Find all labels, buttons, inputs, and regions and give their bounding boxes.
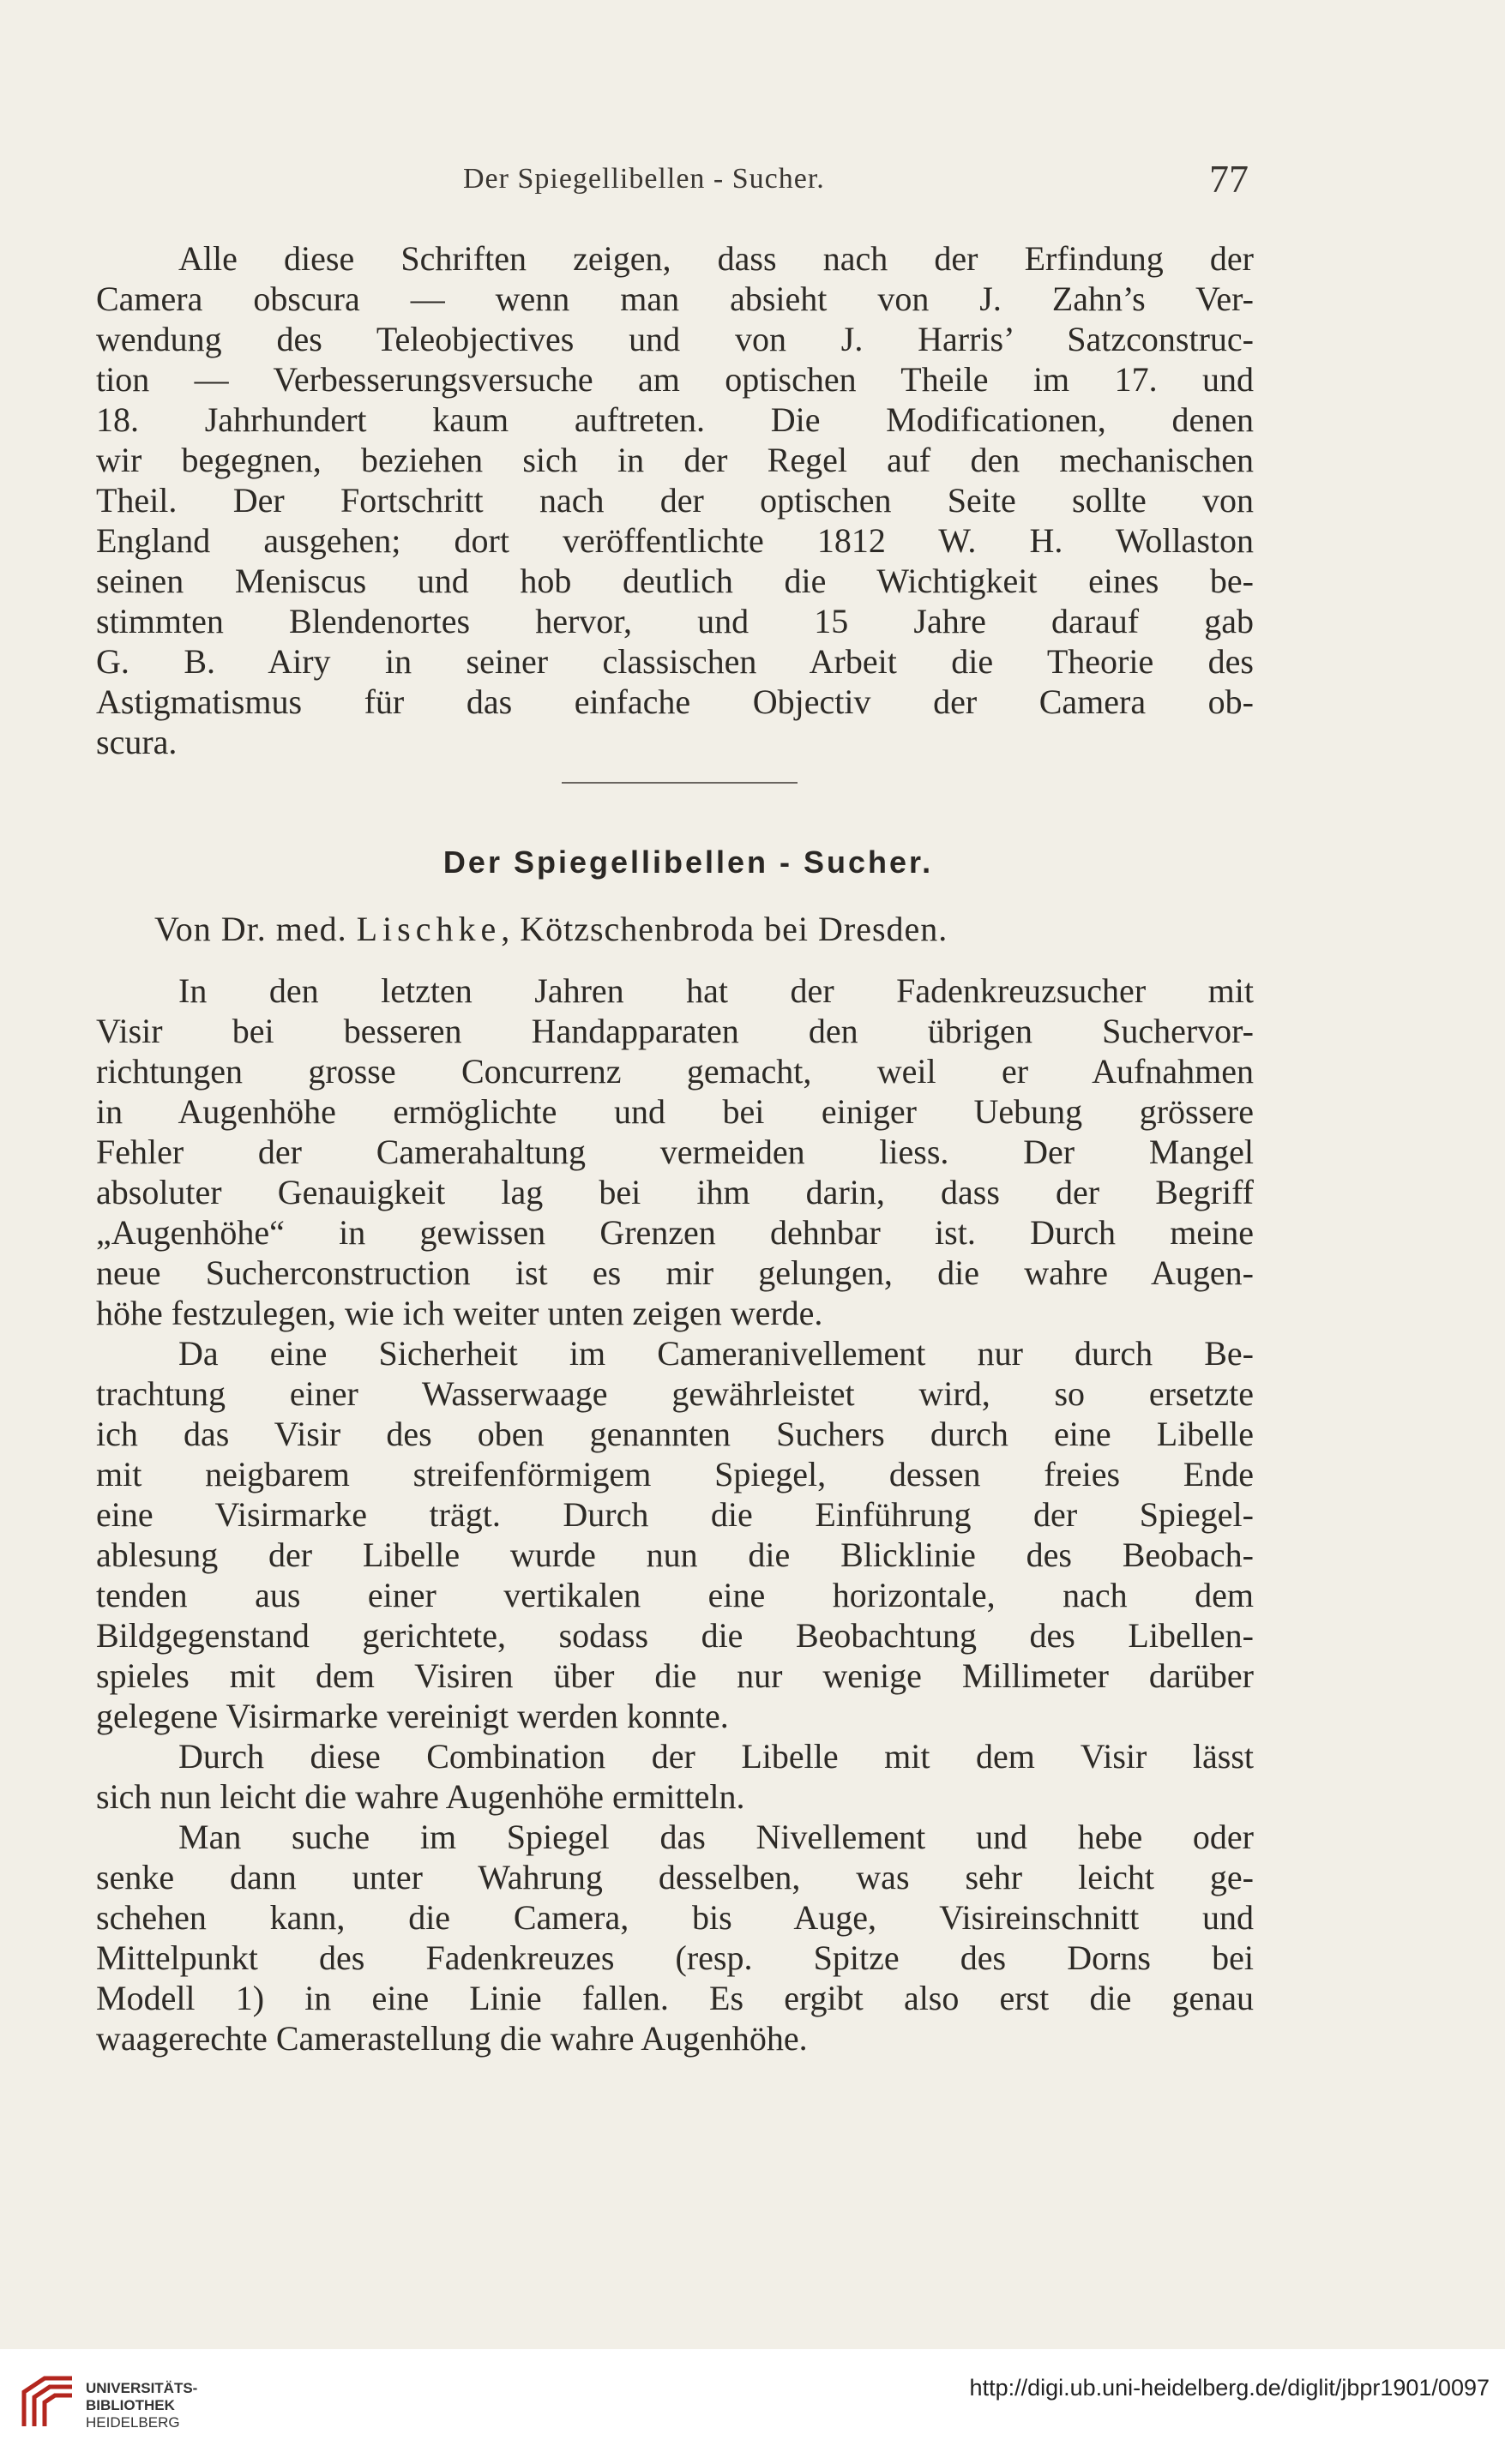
running-head: Der Spiegellibellen - Sucher. — [463, 163, 825, 195]
text-line: ablesung der Libelle wurde nun die Blicklinie des Beobach- — [96, 1535, 1254, 1574]
article-title: Der Spiegellibellen - Sucher. — [442, 844, 934, 880]
library-name-line: UNIVERSITÄTS- — [86, 2380, 198, 2396]
text-line: Man suche im Spiegel das Nivellement und hebe oder — [178, 1818, 1254, 1856]
text-line: stimmten Blendenortes hervor, und 15 Jahre darauf gab — [96, 602, 1254, 640]
text-line: absoluter Genauigkeit lag bei ihm darin, dass der Begriff — [96, 1173, 1254, 1211]
body-paragraph-3 — [96, 1736, 1254, 1817]
text-line: ich das Visir des oben genannten Suchers durch eine Libelle — [96, 1415, 1254, 1453]
text-line: waagerechte Camerastellung die wahre Augenhöhe. — [96, 2019, 808, 2058]
text-line: tenden aus einer vertikalen eine horizontale, nach dem — [96, 1576, 1254, 1614]
library-logo-icon — [19, 2373, 77, 2431]
text-line: spieles mit dem Visiren über die nur wenige Millimeter darüber — [96, 1656, 1254, 1695]
text-line: Theil. Der Fortschritt nach der optischen Seite sollte von — [96, 481, 1254, 520]
footer-bar — [0, 2349, 1505, 2464]
text-line: senke dann unter Wahrung desselben, was sehr leicht ge- — [96, 1858, 1254, 1896]
text-line: Astigmatismus für das einfache Objectiv der Camera ob- — [96, 682, 1254, 721]
byline — [154, 909, 948, 949]
intro-paragraph — [96, 238, 1254, 762]
library-name-line: BIBLIOTHEK — [86, 2397, 175, 2413]
source-url-link[interactable]: http://digi.ub.uni-heidelberg.de/diglit/jbpr1901/0097 — [969, 2375, 1490, 2401]
text-line: neue Sucherconstruction ist es mir gelungen, die wahre Augen- — [96, 1253, 1254, 1292]
text-line: England ausgehen; dort veröffentlichte 1812 W. H. Wollaston — [96, 521, 1254, 560]
text-line: wir begegnen, beziehen sich in der Regel auf den mechanischen — [96, 441, 1254, 479]
body-paragraph-4 — [96, 1817, 1254, 2058]
text-line: richtungen grosse Concurrenz gemacht, weil er Aufnahmen — [96, 1052, 1254, 1091]
body-paragraph-2 — [96, 1333, 1254, 1736]
page-number: 77 — [1209, 157, 1249, 201]
text-line: Modell 1) in eine Linie fallen. Es ergibt also erst die genau — [96, 1979, 1254, 2017]
library-name — [86, 2380, 197, 2431]
text-line: Camera obscura — wenn man absieht von J. Zahn’s Ver- — [96, 279, 1254, 318]
section-divider — [562, 782, 798, 784]
text-line: wendung des Teleobjectives und von J. Harris’ Satzconstruc- — [96, 320, 1254, 358]
byline-suffix: , Kötzschenbroda bei Dresden. — [501, 910, 948, 948]
text-line: scura. — [96, 723, 178, 761]
text-line: höhe festzulegen, wie ich weiter unten zeigen werde. — [96, 1294, 823, 1332]
text-line: gelegene Visirmarke vereinigt werden konnte. — [96, 1697, 729, 1735]
byline-prefix: Von Dr. med. — [154, 910, 357, 948]
text-line: trachtung einer Wasserwaage gewährleistet wird, so ersetzte — [96, 1374, 1254, 1413]
text-line: Da eine Sicherheit im Cameranivellement nur durch Be- — [178, 1334, 1254, 1373]
text-line: G. B. Airy in seiner classischen Arbeit die Theorie des — [96, 642, 1254, 681]
text-line: in Augenhöhe ermöglichte und bei einiger Uebung grössere — [96, 1092, 1254, 1131]
text-line: schehen kann, die Camera, bis Auge, Visireinschnitt und — [96, 1898, 1254, 1937]
text-line: mit neigbarem streifenförmigem Spiegel, dessen freies Ende — [96, 1455, 1254, 1493]
text-line: 18. Jahrhundert kaum auftreten. Die Modificationen, denen — [96, 400, 1254, 439]
text-line: Alle diese Schriften zeigen, dass nach der Erfindung der — [178, 239, 1254, 278]
text-line: In den letzten Jahren hat der Fadenkreuzsucher mit — [178, 971, 1254, 1010]
text-line: „Augenhöhe“ in gewissen Grenzen dehnbar ist. Durch meine — [96, 1213, 1254, 1252]
text-line: sich nun leicht die wahre Augenhöhe ermitteln. — [96, 1777, 745, 1816]
text-line: Mittelpunkt des Fadenkreuzes (resp. Spitze des Dorns bei — [96, 1938, 1254, 1977]
text-line: Bildgegenstand gerichtete, sodass die Beobachtung des Libellen- — [96, 1616, 1254, 1655]
text-line: seinen Meniscus und hob deutlich die Wichtigkeit eines be- — [96, 562, 1254, 600]
library-name-line: HEIDELBERG — [86, 2414, 180, 2431]
text-line: Visir bei besseren Handapparaten den übrigen Suchervor- — [96, 1012, 1254, 1050]
text-line: tion — Verbesserungsversuche am optischen Theile im 17. und — [96, 360, 1254, 399]
text-line: Fehler der Camerahaltung vermeiden liess. Der Mangel — [96, 1133, 1254, 1171]
body-paragraph-1 — [96, 971, 1254, 1333]
text-line: Durch diese Combination der Libelle mit dem Visir lässt — [178, 1737, 1254, 1776]
author-name: Lischke — [356, 910, 502, 948]
text-line: eine Visirmarke trägt. Durch die Einführung der Spiegel- — [96, 1495, 1254, 1534]
